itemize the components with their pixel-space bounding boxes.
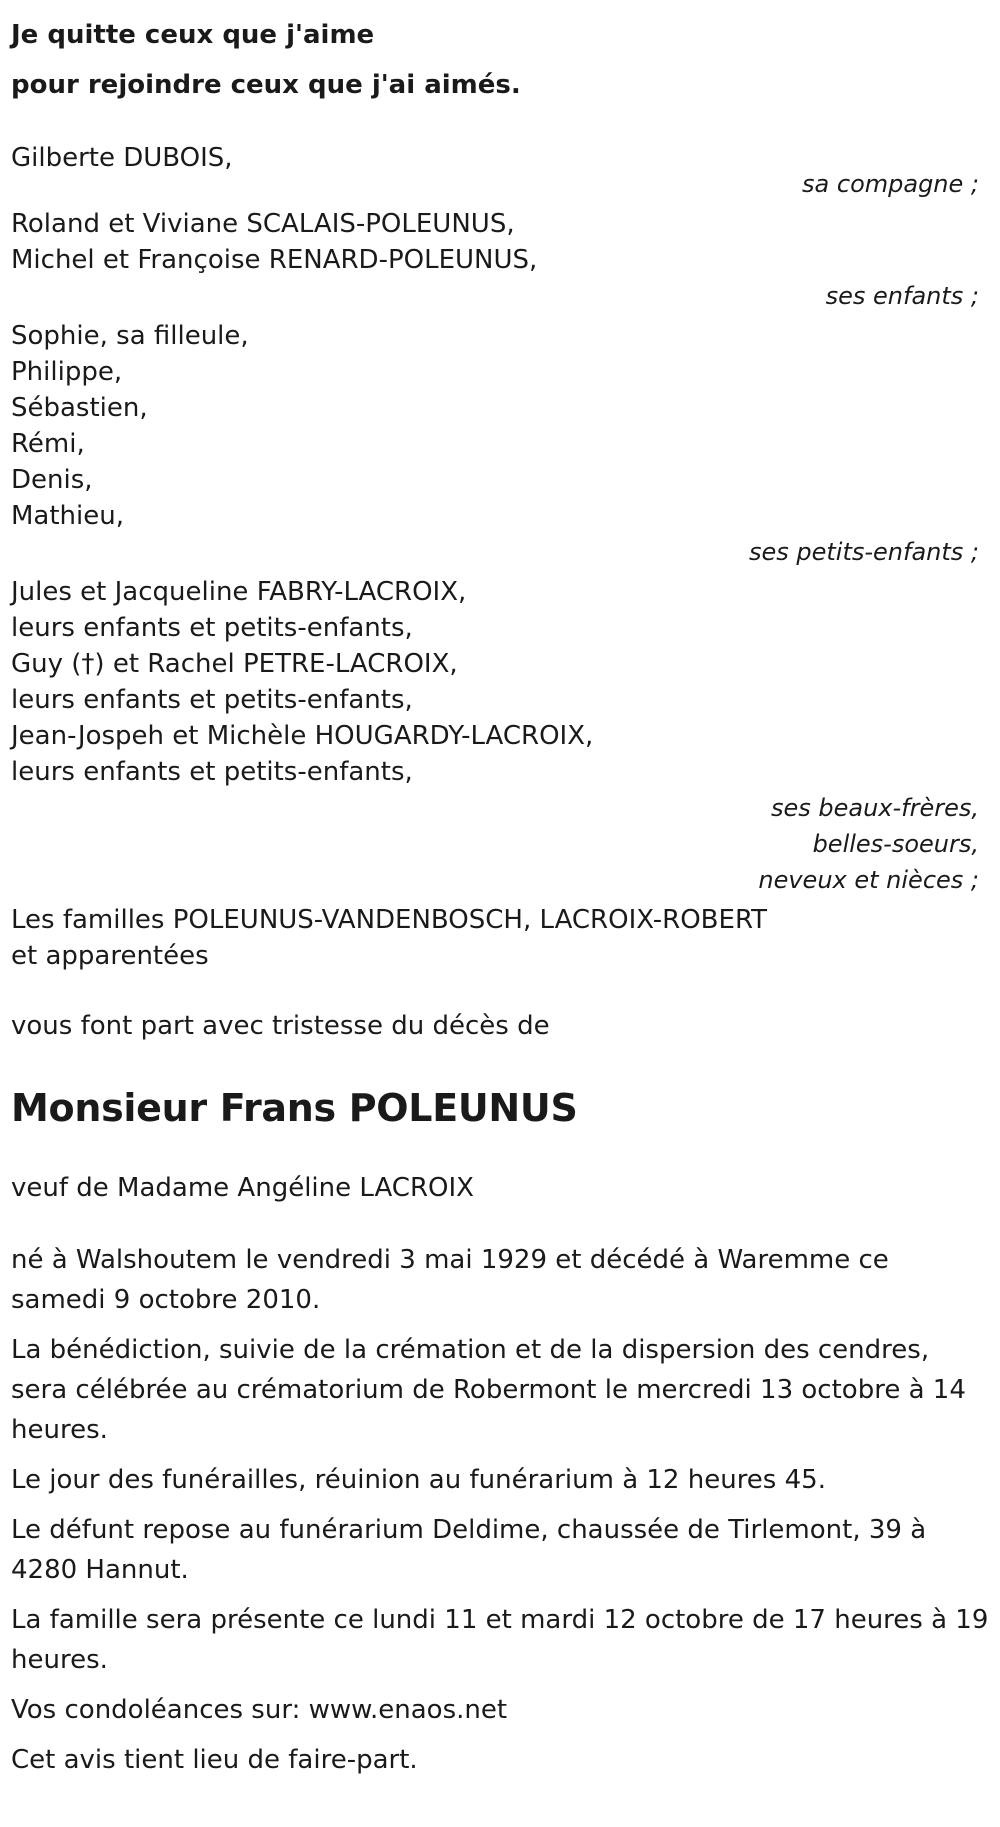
deceased-name: Monsieur Frans POLEUNUS xyxy=(11,1086,578,1130)
condolences-line: Vos condoléances sur: www.enaos.net xyxy=(11,1695,508,1725)
family-name: leurs enfants et petits-enfants, xyxy=(11,685,413,715)
families-line: et apparentées xyxy=(11,941,209,971)
birth-death-details: né à Walshoutem le vendredi 3 mai 1929 et décédé à Waremme ce samedi 9 octobre 2010. xyxy=(11,1245,889,1315)
family-name: Philippe, xyxy=(11,357,123,387)
quote-line-1: Je quitte ceux que j'aime xyxy=(11,20,375,50)
family-presence: La famille sera présente ce lundi 11 et mardi 12 octobre de 17 heures à 19 heures. xyxy=(11,1605,989,1675)
family-relation: belles-soeurs, xyxy=(812,830,979,858)
family-name: Sébastien, xyxy=(11,393,148,423)
announcement: vous font part avec tristesse du décès de xyxy=(11,1011,550,1041)
family-name: Denis, xyxy=(11,465,93,495)
family-relation: neveux et nièces ; xyxy=(758,866,979,894)
family-name: Jean-Jospeh et Michèle HOUGARDY-LACROIX, xyxy=(11,721,594,751)
family-name: Michel et Françoise RENARD-POLEUNUS, xyxy=(11,245,538,275)
family-name: Jules et Jacqueline FABRY-LACROIX, xyxy=(11,577,467,607)
family-name: leurs enfants et petits-enfants, xyxy=(11,613,413,643)
family-name: Rémi, xyxy=(11,429,85,459)
notice-line: Cet avis tient lieu de faire-part. xyxy=(11,1745,418,1775)
family-name: Guy (†) et Rachel PETRE-LACROIX, xyxy=(11,649,458,679)
families-line: Les familles POLEUNUS-VANDENBOSCH, LACROIX-ROBERT xyxy=(11,905,768,935)
funeral-meeting: Le jour des funérailles, réuinion au funérarium à 12 heures 45. xyxy=(11,1465,826,1495)
family-name: leurs enfants et petits-enfants, xyxy=(11,757,413,787)
ceremony-details: La bénédiction, suivie de la crémation et de la dispersion des cendres, sera célébrée au crématorium de Robermont le mercredi 13 octobre à 14 heures. xyxy=(11,1335,966,1445)
widower-line: veuf de Madame Angéline LACROIX xyxy=(11,1173,474,1203)
family-group-grandchildren xyxy=(11,316,989,572)
family-name: Mathieu, xyxy=(11,501,125,531)
family-group-in-laws xyxy=(11,572,989,900)
family-group-children xyxy=(11,204,989,316)
extended-families xyxy=(11,900,989,976)
family-relation: ses enfants ; xyxy=(825,282,979,310)
funerarium-location: Le défunt repose au funérarium Deldime, chaussée de Tirlemont, 39 à 4280 Hannut. xyxy=(11,1515,927,1585)
family-name: Gilberte DUBOIS, xyxy=(11,143,233,173)
family-relation: sa compagne ; xyxy=(802,170,979,198)
family-name: Roland et Viviane SCALAIS-POLEUNUS, xyxy=(11,209,515,239)
family-relation: ses petits-enfants ; xyxy=(748,538,979,566)
family-group-companion xyxy=(11,138,989,204)
family-relation: ses beaux-frères, xyxy=(770,794,979,822)
quote-line-2: pour rejoindre ceux que j'ai aimés. xyxy=(11,70,521,100)
family-name: Sophie, sa filleule, xyxy=(11,321,249,351)
